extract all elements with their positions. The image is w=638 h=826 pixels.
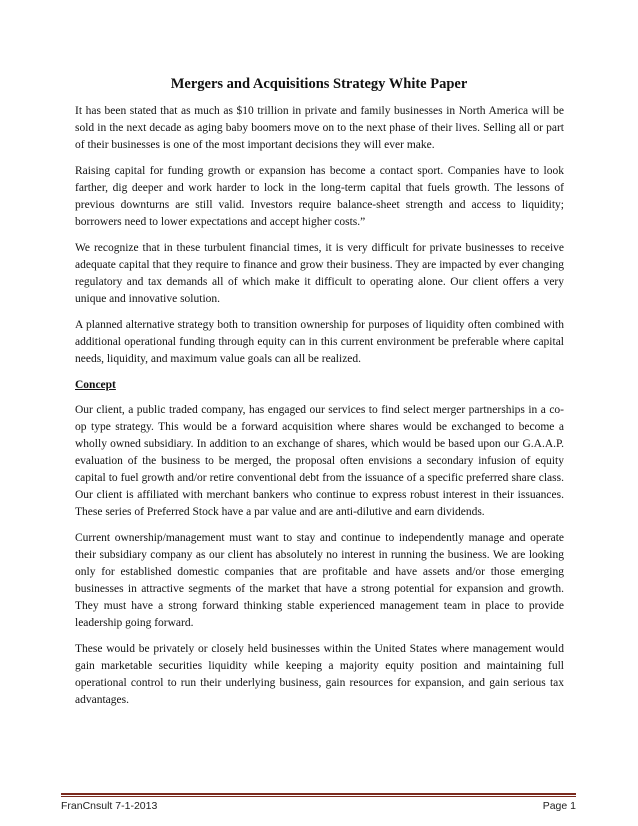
page-number: Page 1 [542, 800, 576, 812]
paragraph-intro-3: We recognize that in these turbulent financial times, it is very difficult for private businesses to receive adequate capital that they require to finance and grow their business. They are impacted by ever changing regulatory and tax demands all of which make it difficult to operating alone. Our client offers a very unique and innovative solution. [75, 242, 564, 305]
paragraph-concept-3: These would be privately or closely held businesses within the United States where management would gain marketable securities liquidity while keeping a majority equity position and maintaining full operational control to run their underlying business, gain resources for expansion, and gain serious tax advantages. [75, 643, 564, 706]
document-body [75, 103, 564, 718]
paragraph-concept-1: Our client, a public traded company, has engaged our services to find select merger partnerships in a co-op type strategy. This would be a forward acquisition where shares would be exchanged to become a wholly owned subsidiary. In addition to an exchange of shares, which would be based upon our G.A.A.P. evaluation of the business to be merged, the proposal often envisions a secondary infusion of equity capital to fuel growth and/or retire conventional debt from the issuance of a specific preferred share class. Our client is affiliated with merchant bankers who continue to express robust interest in their issuances. These series of Preferred Stock have a par value and are anti-dilutive and earn dividends. [75, 404, 564, 518]
page-footer [61, 800, 576, 812]
paragraph-intro-1: It has been stated that as much as $10 trillion in private and family businesses in North America will be sold in the next decade as aging baby boomers move on to the next phase of their lives. Selling all or part of their businesses is one of the most important decisions they will ever make. [75, 105, 564, 151]
paragraph-intro-2: Raising capital for funding growth or expansion has become a contact sport. Companies have to look farther, dig deeper and work harder to lock in the long-term capital that fuels growth. The lessons of previous downturns are still valid. Investors require balance-sheet strength and access to liquidity; borrowers need to lower expectations and accept higher costs.” [75, 165, 564, 228]
paragraph-concept-2: Current ownership/management must want to stay and continue to independently manage and operate their subsidiary company as our client has absolutely no interest in running the business. We are looking only for established domestic companies that are profitable and have assets and/or those emerging businesses in attractive segments of the market that have a strong potential for expansion and growth. They must have a strong forward thinking stable experienced management team in place to provide leadership going forward. [75, 532, 564, 629]
paragraph-intro-4: A planned alternative strategy both to transition ownership for purposes of liquidity often combined with additional operational funding through equity can in this current environment be preferable where capital needs, liquidity, and maximum value goals can all be realized. [75, 319, 564, 365]
footer-company-date: FranCnsult 7-1-2013 [61, 800, 158, 812]
section-heading-concept: Concept [75, 379, 116, 391]
page-title: Mergers and Acquisitions Strategy White Paper [170, 76, 468, 92]
footer-divider [61, 793, 576, 795]
